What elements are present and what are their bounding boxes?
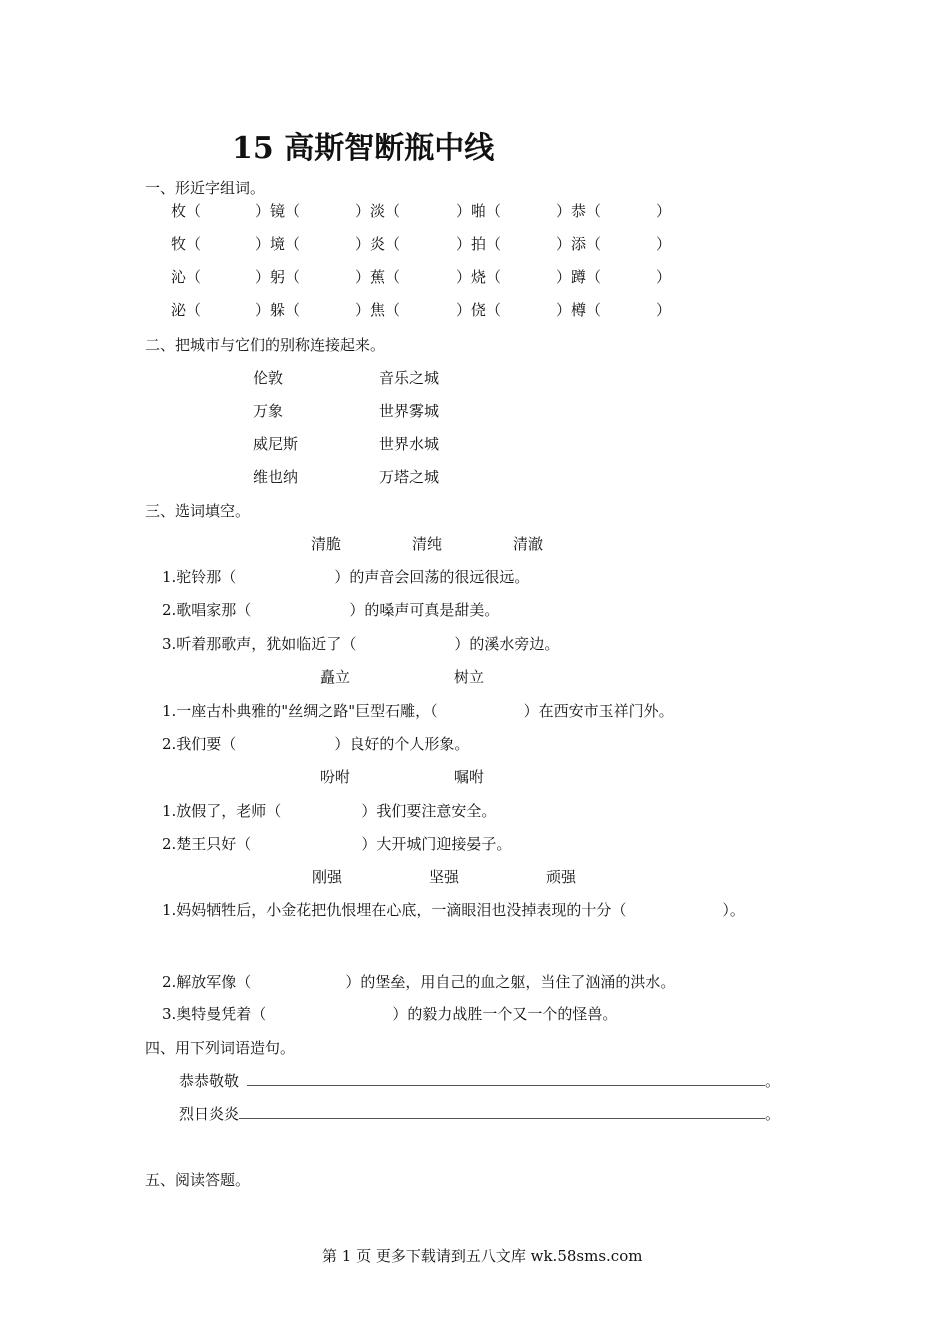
fill-sentence — [162, 600, 499, 620]
city-name: 伦敦 — [253, 369, 284, 387]
sentence-end: ）大开城门迎接晏子。 — [361, 835, 512, 853]
char-cell: 沁（ — [171, 268, 202, 286]
sentence-end: ）我们要注意安全。 — [361, 802, 497, 820]
section-4-heading: 四、用下列词语造句。 — [145, 1039, 296, 1057]
word-choice: 树立 — [454, 668, 485, 686]
section-3-heading: 三、选词填空。 — [145, 502, 251, 520]
prompt-word: 烈日炎炎 — [179, 1105, 240, 1123]
char-cell: ） — [656, 301, 672, 319]
char-cell: 牧（ — [171, 235, 202, 253]
fill-sentence — [162, 734, 469, 754]
prompt-word: 恭恭敬敬 — [179, 1072, 240, 1090]
sentence-end: ）的堡垒，用自己的血之躯，当住了汹涌的洪水。 — [345, 973, 676, 991]
word-choice: 清澈 — [513, 535, 544, 553]
char-cell: ）淡（ — [355, 202, 401, 220]
char-cell: ）蕉（ — [355, 268, 401, 286]
sentence-end: ）在西安市玉祥门外。 — [523, 702, 674, 720]
char-cell: ）炎（ — [355, 235, 401, 253]
answer-line[interactable] — [247, 1071, 765, 1086]
section-2-heading: 二、把城市与它们的别称连接起来。 — [145, 336, 386, 354]
fill-sentence — [162, 567, 529, 587]
sentence-start: 3.听着那歌声，犹如临近了（ — [162, 635, 357, 653]
char-row — [0, 300, 950, 320]
char-cell: ）拍（ — [456, 235, 502, 253]
char-cell: 枚（ — [171, 202, 202, 220]
section-5-heading: 五、阅读答题。 — [145, 1171, 251, 1189]
word-choice: 顽强 — [546, 868, 577, 886]
sentence-start: 1.放假了，老师（ — [162, 802, 282, 820]
sentence-start: 3.奥特曼凭着（ — [162, 1005, 267, 1023]
word-choice: 刚强 — [312, 868, 343, 886]
word-choice: 吩咐 — [320, 768, 351, 786]
sentence-end: ）良好的个人形象。 — [334, 735, 470, 753]
sentence-end: ）。 — [722, 901, 745, 919]
sentence-start: 1.妈妈牺牲后，小金花把仇恨埋在心底，一滴眼泪也没掉表现的十分（ — [162, 901, 627, 919]
char-row — [0, 234, 950, 254]
char-cell: ）添（ — [556, 235, 602, 253]
char-cell: ）境（ — [255, 235, 301, 253]
section-1-heading: 一、形近字组词。 — [145, 179, 266, 197]
char-row — [0, 267, 950, 287]
char-cell: ） — [656, 202, 672, 220]
sentence-start: 1.一座古朴典雅的"丝绸之路"巨型石雕，（ — [162, 702, 438, 720]
char-cell: ）焦（ — [355, 301, 401, 319]
sentence-start: 1.驼铃那（ — [162, 568, 237, 586]
char-cell: ）蹲（ — [556, 268, 602, 286]
fill-sentence — [162, 1004, 617, 1024]
char-row — [0, 201, 950, 221]
sentence-end: ）的嗓声可真是甜美。 — [349, 601, 500, 619]
char-cell: ）躲（ — [255, 301, 301, 319]
period: 。 — [765, 1105, 781, 1123]
fill-sentence — [162, 801, 496, 821]
sentence-end: ）的毅力战胜一个又一个的怪兽。 — [392, 1005, 618, 1023]
char-cell: ） — [656, 268, 672, 286]
city-nickname: 世界水城 — [379, 435, 440, 453]
char-cell: 泌（ — [171, 301, 202, 319]
char-cell: ）恭（ — [556, 202, 602, 220]
char-cell: ）烧（ — [456, 268, 502, 286]
word-choice: 清脆 — [311, 535, 342, 553]
city-nickname: 世界雾城 — [379, 402, 440, 420]
sentence-start: 2.楚王只好（ — [162, 835, 252, 853]
char-cell: ）啪（ — [456, 202, 502, 220]
answer-line[interactable] — [239, 1104, 765, 1119]
page-title: 15 高斯智断瓶中线 — [232, 131, 495, 166]
sentence-start: 2.歌唱家那（ — [162, 601, 252, 619]
city-name: 威尼斯 — [253, 435, 299, 453]
char-cell: ）侥（ — [456, 301, 502, 319]
sentence-end: ）的声音会回荡的很远很远。 — [334, 568, 530, 586]
page-footer: 第 1 页 更多下载请到五八文库 wk.58sms.com — [322, 1247, 643, 1265]
fill-sentence — [162, 701, 674, 721]
word-choice: 矗立 — [320, 668, 351, 686]
char-cell: ）镜（ — [255, 202, 301, 220]
char-cell: ）樽（ — [556, 301, 602, 319]
word-choice: 嘱咐 — [454, 768, 485, 786]
fill-sentence — [162, 900, 745, 920]
sentence-start: 2.解放军像（ — [162, 973, 252, 991]
city-nickname: 音乐之城 — [379, 369, 440, 387]
word-choice: 清纯 — [412, 535, 443, 553]
fill-sentence — [162, 972, 675, 992]
fill-sentence — [162, 634, 559, 654]
city-nickname: 万塔之城 — [379, 468, 440, 486]
sentence-item — [179, 1071, 780, 1091]
fill-sentence — [162, 834, 511, 854]
period: 。 — [765, 1072, 781, 1090]
city-name: 维也纳 — [253, 468, 299, 486]
char-cell: ）躬（ — [255, 268, 301, 286]
word-choice: 坚强 — [429, 868, 460, 886]
city-name: 万象 — [253, 402, 284, 420]
char-cell: ） — [656, 235, 672, 253]
sentence-item — [179, 1104, 780, 1124]
sentence-end: ）的溪水旁边。 — [454, 635, 560, 653]
sentence-start: 2.我们要（ — [162, 735, 237, 753]
